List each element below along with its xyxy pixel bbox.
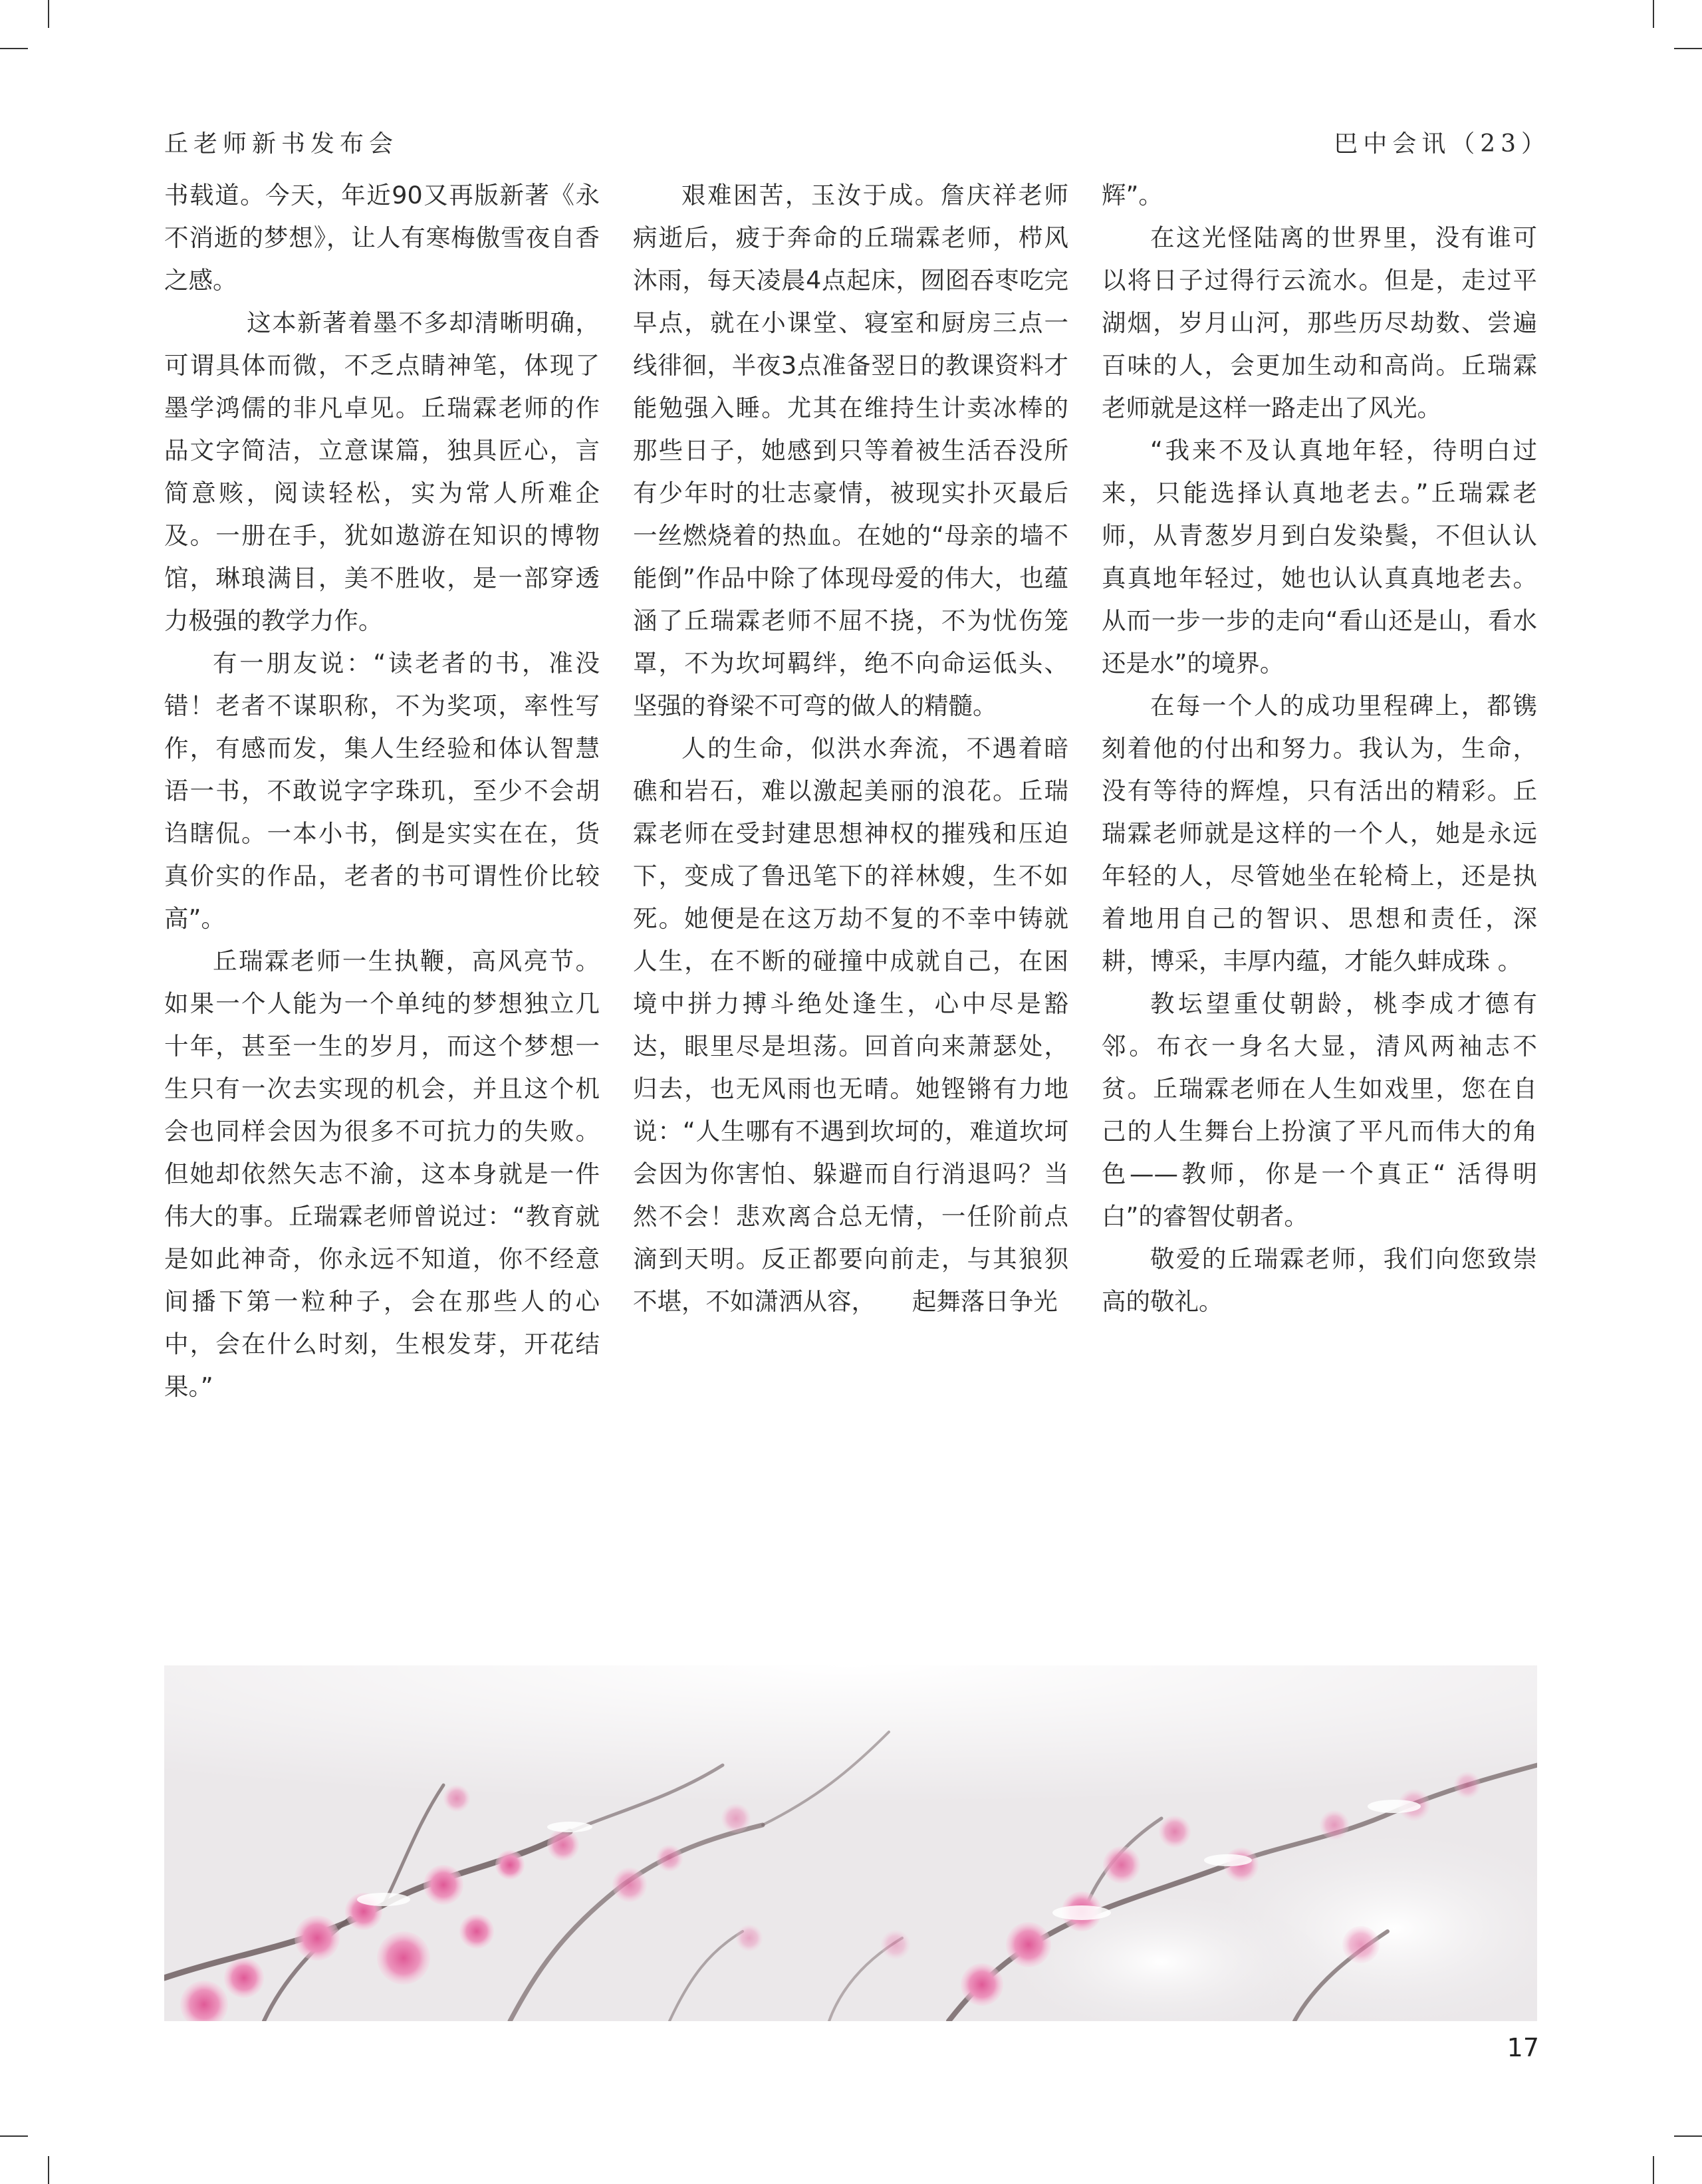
crop-mark [48,0,49,28]
crop-mark [1653,0,1654,28]
crop-mark [1674,48,1702,49]
paragraph: 在这光怪陆离的世界里，没有谁可以将日子过得行云流水。但是，走过平湖烟，岁月山河，那些历尽劫数、尝遍百味的人，会更加生动和高尚。丘瑞霖老师就是这样一路走出了风光。 [1102,223,1537,422]
page-number: 17 [1507,2033,1539,2062]
text-column-2 [633,174,1068,1323]
paragraph: 艰难困苦，玉汝于成。詹庆祥老师病逝后，疲于奔命的丘瑞霖老师，栉风沐雨，每天凌晨4点起床，囫囵吞枣吃完早点，就在小课堂、寝室和厨房三点一线徘徊，半夜3点准备翌日的教课资料才能勉强入睡。尤其在维持生计卖冰棒的那些日子，她感到只等着被生活吞没所有少年时的壮志豪情，被现实扑灭最后一丝燃烧着的热血。在她的“母亲的墙不能倒”作品中除了体现母爱的伟大，也蕴涵了丘瑞霖老师不屈不挠，不为忧伤笼罩，不为坎坷羁绊，绝不向命运低头、坚强的脊梁不可弯的做人的精髓。 [633,181,1068,720]
crop-mark [48,2156,49,2184]
running-header-right: 巴中会讯（23） [1334,130,1550,158]
paragraph: 敬爱的丘瑞霖老师，我们向您致崇高的敬礼。 [1102,1245,1537,1316]
crop-mark [1653,2156,1654,2184]
paragraph: 有一朋友说：“读老者的书，准没错！老者不谋职称，不为奖项，率性写作，有感而发，集人生经验和体认智慧语一书，不敢说字字珠玑，至少不会胡诌瞎侃。一本小书，倒是实实在在，货真价实的作品，老者的书可谓性价比较高”。 [164,649,600,933]
paragraph: 这本新著着墨不多却清晰明确，可谓具体而微，不乏点睛神笔，体现了墨学鸿儒的非凡卓见。丘瑞霖老师的作品文字简洁，立意谋篇，独具匠心，言简意赅，阅读轻松，实为常人所难企及。一册在手，犹如遨游在知识的博物馆，琳琅满目，美不胜收，是一部穿透力极强的教学力作。 [164,308,600,635]
text-column-1 [164,174,600,1408]
paragraph: 人的生命，似洪水奔流，不遇着暗礁和岩石，难以激起美丽的浪花。丘瑞霖老师在受封建思想神权的摧残和压迫下，变成了鲁迅笔下的祥林嫂，生不如死。她便是在这万劫不复的不幸中铸就人生，在不断的碰撞中成就自己，在困境中拼力搏斗绝处逢生，心中尽是豁达，眼里尽是坦荡。回首向来萧瑟处，归去，也无风雨也无晴。她铿锵有力地说：“人生哪有不遇到坎坷的，难道坎坷会因为你害怕、躲避而自行消退吗？当然不会！悲欢离合总无情，一任阶前点滴到天明。反正都要向前走，与其狼狈不堪，不如潇洒从容， 起舞落日争光 [633,734,1068,1316]
crop-mark [1674,2135,1702,2137]
paragraph: 在每一个人的成功里程碑上，都镌刻着他的付出和努力。我认为，生命，没有等待的辉煌，只有活出的精彩。丘瑞霖老师就是这样的一个人，她是永远年轻的人，尽管她坐在轮椅上，还是执着地用自己的智识、思想和责任，深耕，博采，丰厚内蕴，才能久蚌成珠 。 [1102,691,1537,975]
paragraph: 书载道。今天，年近90又再版新著《永不消逝的梦想》，让人有寒梅傲雪夜自香之感。 [164,181,600,295]
text-column-3 [1102,174,1537,1323]
paragraph: 辉”。 [1102,181,1163,209]
crop-mark [0,48,28,49]
plum-blossom-illustration [164,1665,1537,2021]
crop-mark [0,2135,28,2137]
paragraph: 丘瑞霖老师一生执鞭，高风亮节。如果一个人能为一个单纯的梦想独立几十年，甚至一生的岁月，而这个梦想一生只有一次去实现的机会，并且这个机会也同样会因为很多不可抗力的失败。但她却依然矢志不渝，这本身就是一件伟大的事。丘瑞霖老师曾说过：“教育就是如此神奇，你永远不知道，你不经意间播下第一粒种子，会在那些人的心中，会在什么时刻，生根发芽，开花结果。” [164,947,600,1401]
plum-blossom-photo [164,1665,1537,2021]
paragraph: 教坛望重仗朝龄，桃李成才德有邻。布衣一身名大显，清风两袖志不贫。丘瑞霖老师在人生如戏里，您在自己的人生舞台上扮演了平凡而伟大的角色——教师，你是一个真正“ 活得明白”的睿智仗朝者。 [1102,989,1537,1231]
article-body [164,174,1537,1437]
paragraph: “我来不及认真地年轻，待明白过来，只能选择认真地老去。”丘瑞霖老师，从青葱岁月到白发染鬓，不但认认真真地年轻过，她也认认真真地老去。从而一步一步的走向“看山还是山，看水还是水”的境界。 [1102,436,1537,677]
running-header-left: 丘老师新书发布会 [164,130,399,158]
